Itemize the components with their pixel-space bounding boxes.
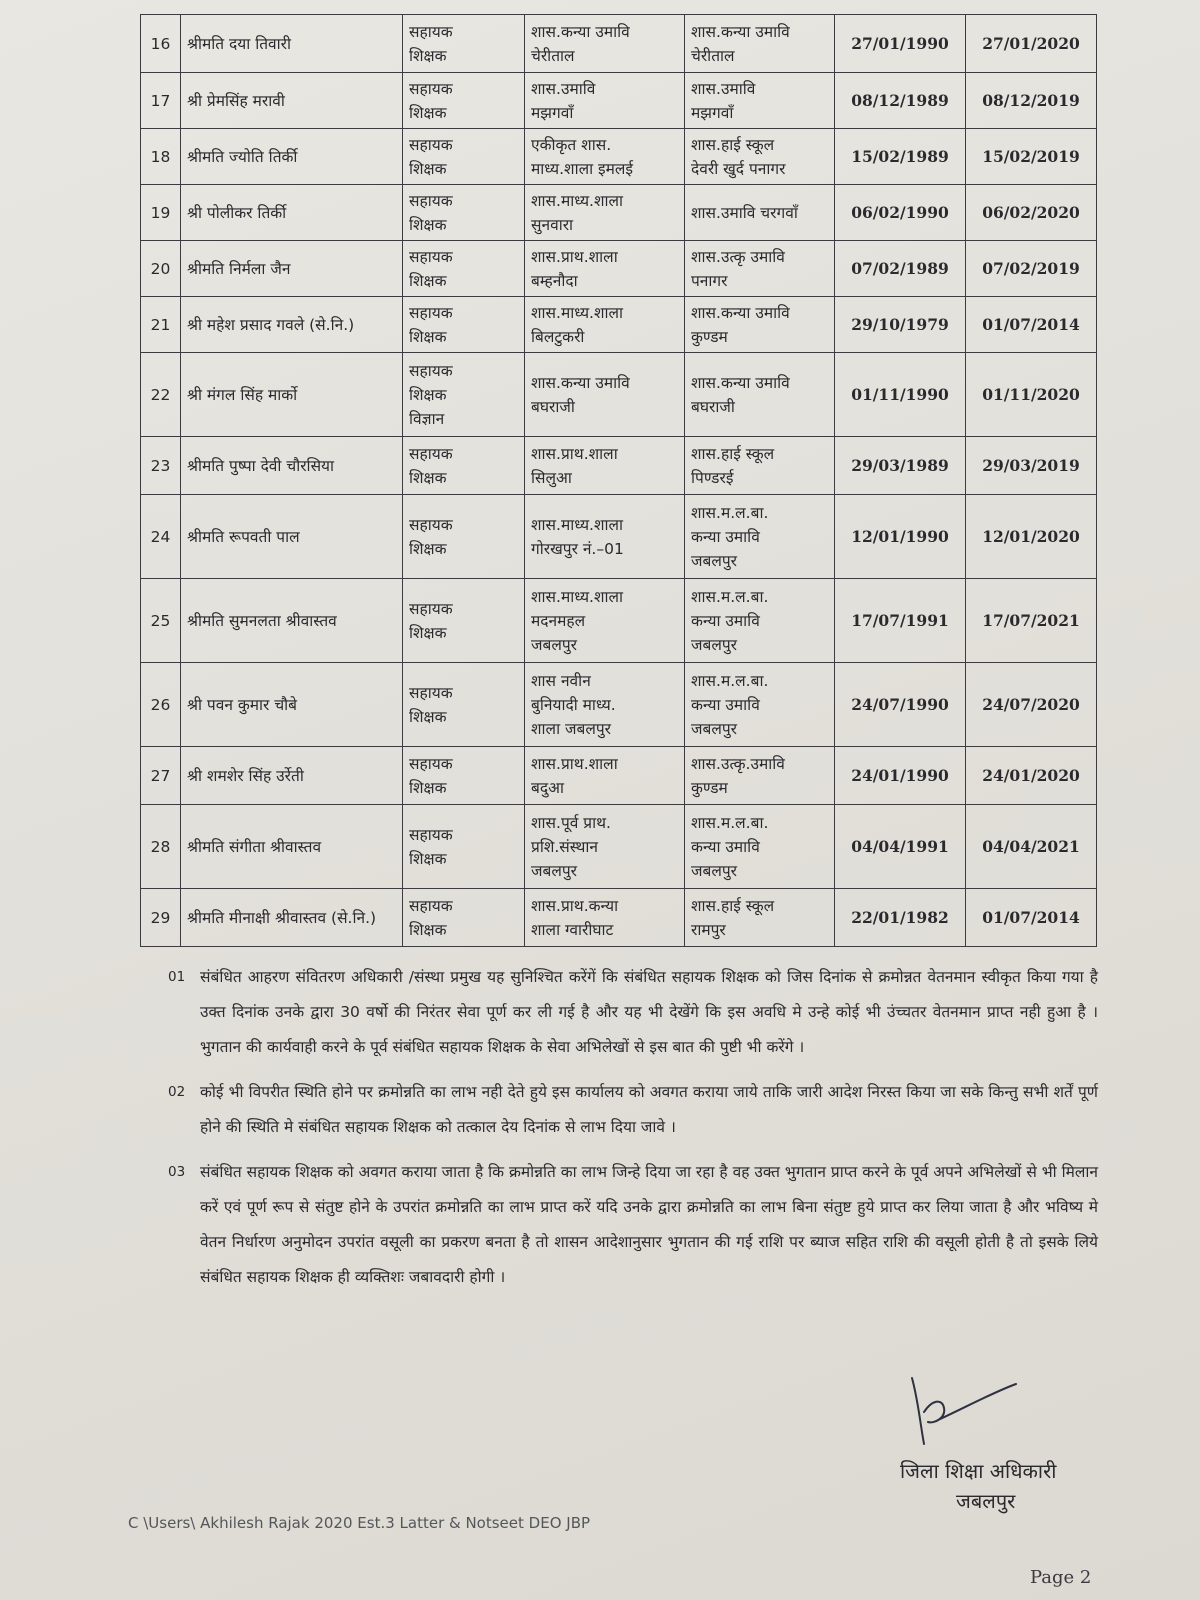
table-row — [141, 241, 1097, 297]
from-school-cell: शास.माध्य.शाला गोरखपुर नं.–01 — [525, 495, 685, 579]
appointment-date-cell: 12/01/1990 — [835, 495, 966, 579]
serial-number-cell: 21 — [141, 297, 181, 353]
serial-number-cell: 16 — [141, 15, 181, 73]
appointment-date-cell: 29/03/1989 — [835, 437, 966, 495]
notes-section — [168, 960, 1098, 1305]
from-school-cell: शास.कन्या उमावि बघराजी — [525, 353, 685, 437]
appointment-date-cell: 06/02/1990 — [835, 185, 966, 241]
note-number: 01 — [168, 969, 186, 985]
note-text: संबंधित आहरण संवितरण अधिकारी /संस्था प्रमुख यह सुनिश्चित करेंगें कि संबंधित सहायक शिक्षक को जिस दिनांक से क्रमोन्नत वेतनमान स्वीकृत किया गया है उक्त दिनांक उनके द्वारा 30 वर्षो की निरंतर सेवा पूर्ण कर ली गई है और यह भी देखेंगे कि इस अवधि मे उन्हे कोई भी उंच्चतर वेतनमान प्राप्त नही हुआ है । भुगतान की कार्यवाही करने के पूर्व संबंधित सहायक शिक्षक के सेवा अभिलेखों से इस बात की पुष्टी भी करेंगे । — [200, 968, 1098, 1056]
table-row — [141, 805, 1097, 889]
note-text: संबंधित सहायक शिक्षक को अवगत कराया जाता है कि क्रमोन्नति का लाभ जिन्हे दिया जा रहा है वह उक्त भुगतान प्राप्त करने के पूर्व अपने अभिलेखों से भी मिलान करें एवं पूर्ण रूप से संतुष्ट होने के उपरांत क्रमोन्नति का लाभ प्राप्त करें यदि उनके द्वारा क्रमोन्नति का लाभ बिना संतुष्ट हुये प्राप्त कर लिया जाता है और भविष्य मे वेतन निर्धारण अनुमोदन उपरांत वसूली का प्रकरण बनता है तो शासन आदेशानुसार भुगतान की गई राशि पर ब्याज सहित राशि की वसूली होती है तो इसके लिये संबंधित सहायक शिक्षक ही व्यक्तिशः जबावदारी होगी । — [200, 1163, 1098, 1286]
promotion-date-cell: 07/02/2019 — [966, 241, 1097, 297]
name-cell: श्री महेश प्रसाद गवले (से.नि.) — [181, 297, 403, 353]
promotion-date-cell: 01/07/2014 — [966, 297, 1097, 353]
serial-number-cell: 28 — [141, 805, 181, 889]
post-cell: सहायक शिक्षक — [403, 437, 525, 495]
table-row — [141, 129, 1097, 185]
promotion-date-cell: 17/07/2021 — [966, 579, 1097, 663]
name-cell: श्रीमति सुमनलता श्रीवास्तव — [181, 579, 403, 663]
note-item — [168, 960, 1098, 1065]
from-school-cell: शास.माध्य.शाला सुनवारा — [525, 185, 685, 241]
from-school-cell: शास.माध्य.शाला बिलटुकरी — [525, 297, 685, 353]
to-school-cell: शास.उत्कृ.उमावि कुण्डम — [685, 747, 835, 805]
serial-number-cell: 22 — [141, 353, 181, 437]
table-row — [141, 889, 1097, 947]
promotion-date-cell: 01/07/2014 — [966, 889, 1097, 947]
serial-number-cell: 23 — [141, 437, 181, 495]
post-cell: सहायक शिक्षक — [403, 495, 525, 579]
serial-number-cell: 26 — [141, 663, 181, 747]
to-school-cell: शास.हाई स्कूल पिण्डरई — [685, 437, 835, 495]
table-row — [141, 185, 1097, 241]
from-school-cell: शास.प्राथ.शाला बदुआ — [525, 747, 685, 805]
from-school-cell: शास.कन्या उमावि चेरीताल — [525, 15, 685, 73]
to-school-cell: शास.हाई स्कूल देवरी खुर्द पनागर — [685, 129, 835, 185]
to-school-cell: शास.म.ल.बा. कन्या उमावि जबलपुर — [685, 805, 835, 889]
table-row — [141, 353, 1097, 437]
note-item — [168, 1155, 1098, 1295]
to-school-cell: शास.हाई स्कूल रामपुर — [685, 889, 835, 947]
name-cell: श्री पवन कुमार चौबे — [181, 663, 403, 747]
post-cell: सहायक शिक्षक — [403, 579, 525, 663]
signatory-title: जिला शिक्षा अधिकारी — [900, 1459, 1057, 1483]
table-body — [141, 15, 1097, 947]
name-cell: श्रीमति रूपवती पाल — [181, 495, 403, 579]
serial-number-cell: 19 — [141, 185, 181, 241]
from-school-cell: शास.प्राथ.कन्या शाला ग्वारीघाट — [525, 889, 685, 947]
post-cell: सहायक शिक्षक विज्ञान — [403, 353, 525, 437]
to-school-cell: शास.कन्या उमावि चेरीताल — [685, 15, 835, 73]
promotion-date-cell: 29/03/2019 — [966, 437, 1097, 495]
promotion-date-cell: 04/04/2021 — [966, 805, 1097, 889]
note-item — [168, 1075, 1098, 1145]
name-cell: श्रीमति संगीता श्रीवास्तव — [181, 805, 403, 889]
appointment-date-cell: 04/04/1991 — [835, 805, 966, 889]
name-cell: श्रीमति पुष्पा देवी चौरसिया — [181, 437, 403, 495]
post-cell: सहायक शिक्षक — [403, 241, 525, 297]
name-cell: श्री पोलीकर तिर्की — [181, 185, 403, 241]
from-school-cell: एकीकृत शास. माध्य.शाला इमलई — [525, 129, 685, 185]
table-row — [141, 579, 1097, 663]
table-row — [141, 15, 1097, 73]
to-school-cell: शास.म.ल.बा. कन्या उमावि जबलपुर — [685, 663, 835, 747]
promotion-date-cell: 06/02/2020 — [966, 185, 1097, 241]
serial-number-cell: 20 — [141, 241, 181, 297]
serial-number-cell: 17 — [141, 73, 181, 129]
promotion-date-cell: 27/01/2020 — [966, 15, 1097, 73]
appointment-date-cell: 24/07/1990 — [835, 663, 966, 747]
name-cell: श्रीमति ज्योति तिर्की — [181, 129, 403, 185]
serial-number-cell: 24 — [141, 495, 181, 579]
name-cell: श्रीमति मीनाक्षी श्रीवास्तव (से.नि.) — [181, 889, 403, 947]
appointment-date-cell: 17/07/1991 — [835, 579, 966, 663]
post-cell: सहायक शिक्षक — [403, 73, 525, 129]
promotion-date-cell: 15/02/2019 — [966, 129, 1097, 185]
from-school-cell: शास.उमावि मझगवॉं — [525, 73, 685, 129]
serial-number-cell: 27 — [141, 747, 181, 805]
post-cell: सहायक शिक्षक — [403, 747, 525, 805]
appointment-date-cell: 29/10/1979 — [835, 297, 966, 353]
to-school-cell: शास.म.ल.बा. कन्या उमावि जबलपुर — [685, 495, 835, 579]
from-school-cell: शास.पूर्व प्राथ. प्रशि.संस्थान जबलपुर — [525, 805, 685, 889]
promotion-date-cell: 24/01/2020 — [966, 747, 1097, 805]
name-cell: श्री शमशेर सिंह उर्रेती — [181, 747, 403, 805]
appointment-date-cell: 01/11/1990 — [835, 353, 966, 437]
signature — [898, 1372, 1018, 1452]
promotion-date-cell: 24/07/2020 — [966, 663, 1097, 747]
table-row — [141, 73, 1097, 129]
to-school-cell: शास.उत्कृ उमावि पनागर — [685, 241, 835, 297]
appointment-date-cell: 22/01/1982 — [835, 889, 966, 947]
serial-number-cell: 29 — [141, 889, 181, 947]
appointment-date-cell: 27/01/1990 — [835, 15, 966, 73]
promotion-date-cell: 12/01/2020 — [966, 495, 1097, 579]
post-cell: सहायक शिक्षक — [403, 15, 525, 73]
post-cell: सहायक शिक्षक — [403, 185, 525, 241]
page-number: Page 2 — [1030, 1567, 1092, 1588]
table-row — [141, 747, 1097, 805]
table-row — [141, 663, 1097, 747]
promotion-date-cell: 01/11/2020 — [966, 353, 1097, 437]
from-school-cell: शास.माध्य.शाला मदनमहल जबलपुर — [525, 579, 685, 663]
promotion-date-cell: 08/12/2019 — [966, 73, 1097, 129]
table-row — [141, 495, 1097, 579]
appointment-date-cell: 08/12/1989 — [835, 73, 966, 129]
appointment-date-cell: 07/02/1989 — [835, 241, 966, 297]
note-text: कोई भी विपरीत स्थिति होने पर क्रमोन्नति का लाभ नही देते हुये इस कार्यालय को अवगत कराया जाये ताकि जारी आदेश निरस्त किया जा सके किन्तु सभी शर्तें पूर्ण होने की स्थिति मे संबंधित सहायक शिक्षक को तत्काल देय दिनांक से लाभ दिया जावे । — [200, 1083, 1098, 1136]
serial-number-cell: 18 — [141, 129, 181, 185]
from-school-cell: शास नवीन बुनियादी माध्य. शाला जबलपुर — [525, 663, 685, 747]
name-cell: श्री प्रेमसिंह मरावी — [181, 73, 403, 129]
from-school-cell: शास.प्राथ.शाला सिलुआ — [525, 437, 685, 495]
post-cell: सहायक शिक्षक — [403, 889, 525, 947]
post-cell: सहायक शिक्षक — [403, 663, 525, 747]
file-path: C \Users\ Akhilesh Rajak 2020 Est.3 Latter & Notseet DEO JBP — [128, 1514, 591, 1532]
to-school-cell: शास.म.ल.बा. कन्या उमावि जबलपुर — [685, 579, 835, 663]
to-school-cell: शास.उमावि चरगवॉं — [685, 185, 835, 241]
table-row — [141, 437, 1097, 495]
to-school-cell: शास.कन्या उमावि कुण्डम — [685, 297, 835, 353]
table-row — [141, 297, 1097, 353]
appointment-date-cell: 15/02/1989 — [835, 129, 966, 185]
serial-number-cell: 25 — [141, 579, 181, 663]
to-school-cell: शास.उमावि मझगवॉं — [685, 73, 835, 129]
signatory-place: जबलपुर — [956, 1489, 1016, 1513]
from-school-cell: शास.प्राथ.शाला बम्हनौदा — [525, 241, 685, 297]
post-cell: सहायक शिक्षक — [403, 129, 525, 185]
appointment-date-cell: 24/01/1990 — [835, 747, 966, 805]
name-cell: श्री मंगल सिंह मार्को — [181, 353, 403, 437]
to-school-cell: शास.कन्या उमावि बघराजी — [685, 353, 835, 437]
post-cell: सहायक शिक्षक — [403, 297, 525, 353]
teachers-table — [140, 14, 1097, 947]
note-number: 03 — [168, 1164, 186, 1180]
name-cell: श्रीमति दया तिवारी — [181, 15, 403, 73]
post-cell: सहायक शिक्षक — [403, 805, 525, 889]
name-cell: श्रीमति निर्मला जैन — [181, 241, 403, 297]
note-number: 02 — [168, 1084, 186, 1100]
